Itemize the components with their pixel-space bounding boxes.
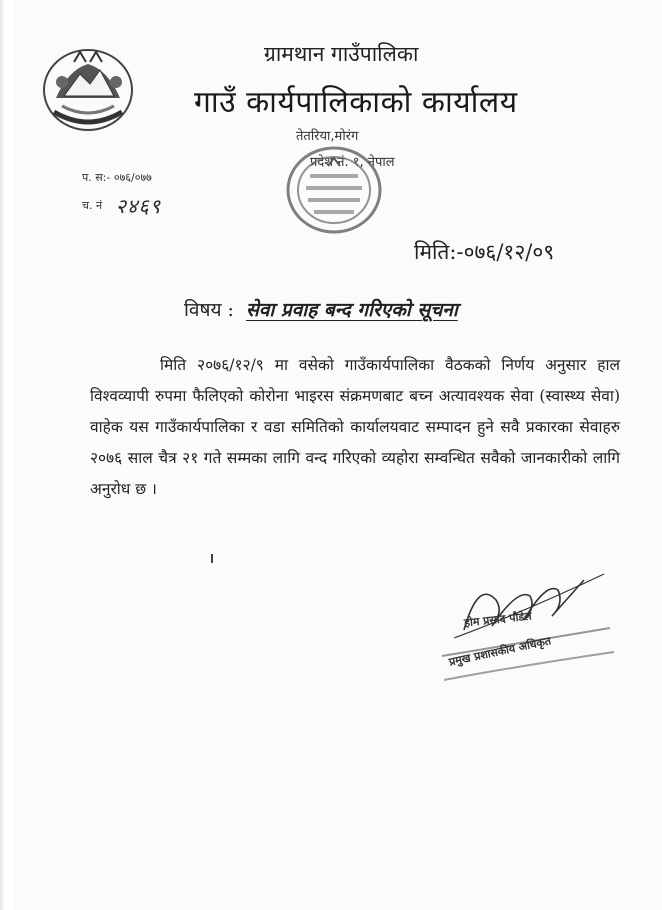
nepal-government-emblem-icon <box>34 40 142 140</box>
notice-body: मिति २०७६/१२/९ मा वसेको गाउँकार्यपालिका वैठकको निर्णय अनुसार हाल विश्वव्यापी रुपमा फैलिएको कोरोना भाइरस संक्रमणबाट बच्न अत्यावश्यक सेवा (स्वास्थ्य सेवा) वाहेक यस गाउँकार्यपालिका र वडा समितिको कार्यालयवाट सम्पादन हुने सवै प्रकारका सेवाहरु २०७६ साल चैत्र २१ गते सम्मका लागि वन्द गरिएको व्यहोरा सम्वन्धित सवैको जानकारीको लागि अनुरोध छ । <box>90 356 620 498</box>
letter-number-label: प. स:- <box>82 171 111 184</box>
notice-date: मिति:-०७६/१२/०९ <box>414 240 555 264</box>
subject-line <box>184 296 458 322</box>
pen-mark <box>211 554 213 563</box>
municipality-name: ग्रामथान गाउँपालिका <box>264 42 419 66</box>
dispatch-number-row <box>82 192 161 219</box>
signatory-title: प्रमुख प्रशासकीय अधिकृत <box>447 634 553 669</box>
office-seal-icon <box>276 140 398 236</box>
dispatch-number-label: च. नं <box>82 199 103 212</box>
office-title: गाउँ कार्यपालिकाको कार्यालय <box>194 85 518 120</box>
signatory-name: होम प्रसाद पौडेल <box>463 609 533 630</box>
office-address: तेतरिया,मोरंग <box>296 129 359 144</box>
subject-label: विषय : <box>184 299 234 321</box>
handwritten-signature-icon <box>434 560 624 690</box>
letter-number-value: ०७६/०७७ <box>113 171 152 184</box>
letter-number-row <box>82 170 152 185</box>
office-province: प्रदेश नं. १, नेपाल <box>310 155 395 170</box>
dispatch-number-value: २४६९ <box>115 194 162 218</box>
subject-text: सेवा प्रवाह बन्द गरिएको सूचना <box>245 299 458 321</box>
